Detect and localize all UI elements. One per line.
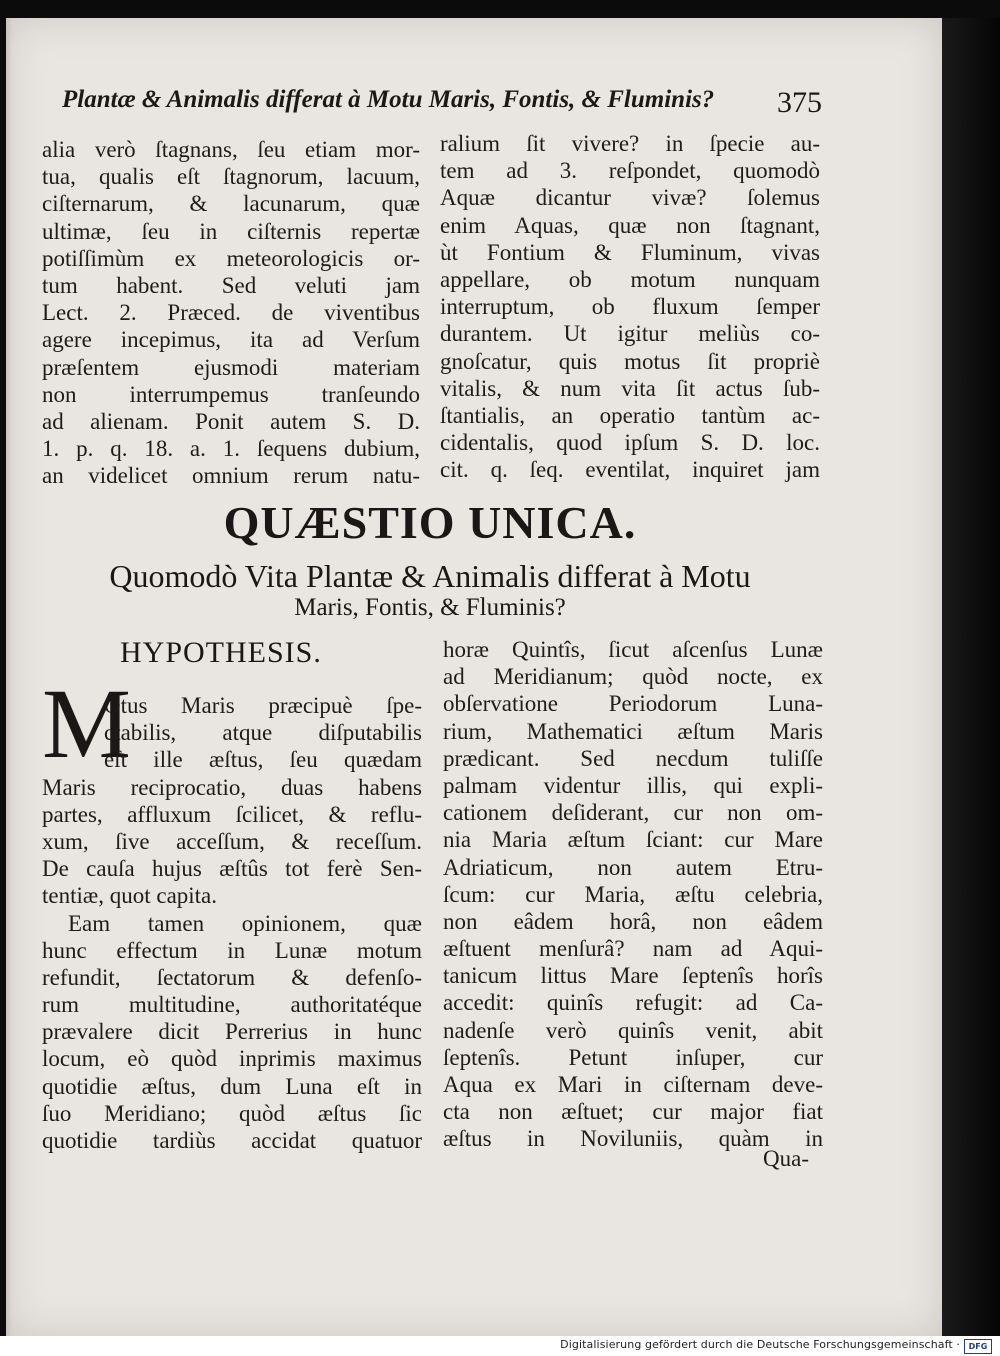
text-line: potiſſimùm ex meteorologicis or- [42, 245, 420, 271]
text-line: ad alienam. Ponit autem S. D. [42, 408, 420, 434]
catchword: Qua- [763, 1146, 809, 1171]
text-line: cationem deſiderant, cur non om- [443, 800, 823, 826]
funding-notice: Digitalisierung gefördert durch die Deutsche Forschungsgemeinschaft · [560, 1338, 960, 1351]
text-line: prævalere dicit Perrerius in hunc [42, 1019, 422, 1045]
text-line: interruptum, ob fluxum ſemper [440, 294, 820, 320]
text-line: palmam videntur illis, qui expli- [443, 772, 823, 798]
text-line: agere incepimus, ita ad Verſum [42, 327, 420, 353]
text-line: enim Aquas, quæ non ſtagnant, [440, 212, 820, 238]
text-line: ultimæ, ſeu in ciſternis repertæ [42, 218, 420, 244]
text-line: Eam tamen opinionem, quæ [68, 910, 422, 936]
running-head-title: Plantæ & Animalis differat à Motu Maris, Fontis, & Fluminis? [62, 86, 715, 113]
text-line: partes, affluxum ſcilicet, & reflu- [42, 801, 422, 827]
text-line: an videlicet omnium rerum natu- [42, 463, 420, 489]
text-line: Aquæ dicantur vivæ? ſolemus [440, 185, 820, 211]
column-top-left [42, 136, 420, 489]
text-line: obſervatione Periodorum Luna- [443, 691, 823, 717]
drop-cap: M [42, 668, 131, 779]
text-line: tem ad 3. reſpondet, quomodò [440, 158, 820, 184]
column-bottom-right [443, 636, 823, 1153]
text-line: refundit, ſectatorum & defenſo- [42, 964, 422, 990]
text-line: præſentem ejusmodi materiam [42, 354, 420, 380]
page-edge-shadow [6, 18, 12, 1336]
scan-background-strip [942, 18, 1000, 1336]
text-line: ſuo Meridiano; quòd æſtus ſic [42, 1100, 422, 1126]
text-line: rium, Mathematici æſtum Maris [443, 718, 823, 744]
text-line: æſtus in Noviluniis, quàm in [443, 1126, 823, 1152]
text-line: rum multitudine, authoritatéque [42, 992, 422, 1018]
text-line: xum, ſive acceſſum, & receſſum. [42, 828, 422, 854]
text-line: horæ Quintîs, ſicut aſcenſus Lunæ [443, 637, 823, 662]
text-line: gnoſcatur, quis motus ſit propriè [440, 348, 820, 374]
text-line: accedit: quinîs refugit: ad Ca- [443, 990, 823, 1016]
text-line: locum, eò quòd inprimis maximus [42, 1046, 422, 1072]
text-line: tentiæ, quot capita. [42, 883, 218, 909]
text-line: non interrumpemus tranſeundo [42, 381, 420, 407]
text-line: non eâdem horâ, non eâdem [443, 908, 823, 934]
text-line: Maris reciprocatio, duas habens [42, 774, 422, 800]
text-line: ciſternarum, & lacunarum, quæ [42, 191, 420, 217]
text-line: Lect. 2. Præced. de viventibus [42, 300, 420, 326]
text-line: ad Meridianum; quòd nocte, ex [443, 664, 823, 690]
text-line: nia Maria æſtum ſciant: cur Mare [443, 827, 823, 853]
text-line: nadenſe verò quinîs venit, abit [443, 1017, 823, 1043]
text-line: ſeptenîs. Petunt inſuper, cur [443, 1044, 823, 1070]
text-line: eſt ille æſtus, ſeu quædam [104, 747, 422, 773]
text-line: tanicum littus Mare ſeptenîs horîs [443, 963, 823, 989]
text-line: ralium ſit vivere? in ſpecie au- [440, 131, 820, 156]
text-line: ctabilis, atque diſputabilis [104, 720, 422, 746]
page-number: 375 [777, 86, 822, 119]
text-line: vitalis, & num vita ſit actus ſub- [440, 375, 820, 401]
text-line: appellare, ob motum nunquam [440, 266, 820, 292]
text-line: ùt Fontium & Fluminum, vivas [440, 239, 820, 265]
hypothesis-heading: HYPOTHESIS. [120, 636, 322, 669]
text-line: cidentalis, quod ipſum S. D. loc. [440, 430, 820, 456]
text-line: tua, qualis eſt ſtagnorum, lacuum, [42, 164, 420, 190]
text-line: durantem. Ut igitur meliùs co- [440, 321, 820, 347]
text-line: ſtantialis, an operatio tantùm ac- [440, 402, 820, 428]
text-line: hunc effectum in Lunæ motum [42, 937, 422, 963]
text-line: quotidie æſtus, dum Luna eſt in [42, 1073, 422, 1099]
text-line: quotidie tardiùs accidat quatuor [42, 1128, 422, 1153]
text-line: cta non æſtuet; cur major fiat [443, 1099, 823, 1125]
section-title: QUÆSTIO UNICA. [223, 497, 637, 548]
text-line: 1. p. q. 18. a. 1. ſequens dubium, [42, 436, 420, 462]
text-line: ſcum: cur Maria, æſtu celebria, [443, 881, 823, 907]
text-line: alia verò ſtagnans, ſeu etiam mor- [42, 137, 420, 162]
section-subtitle-line2: Maris, Fontis, & Fluminis? [294, 594, 566, 621]
text-line: Aqua ex Mari in ciſternam deve- [443, 1072, 823, 1097]
running-head [62, 86, 822, 119]
column-bottom-left [42, 692, 422, 1154]
dfg-logo-icon: DFG [964, 1339, 992, 1354]
text-line: Otus Maris præcipuè ſpe- [104, 693, 422, 718]
text-line: Adriaticum, non autem Etru- [443, 854, 823, 880]
section-subtitle-line1: Quomodò Vita Plantæ & Animalis differat à Motu [109, 558, 751, 594]
text-line: æſtuent menſurâ? nam ad Aqui- [443, 936, 823, 962]
text-line: prædicant. Sed necdum tuliſſe [443, 745, 823, 771]
text-line: De cauſa hujus æſtûs tot ferè Sen- [42, 856, 422, 882]
text-line: tum habent. Sed veluti jam [42, 272, 420, 298]
column-top-right [440, 130, 820, 483]
text-line: cit. q. ſeq. eventilat, inquiret jam [440, 457, 820, 483]
